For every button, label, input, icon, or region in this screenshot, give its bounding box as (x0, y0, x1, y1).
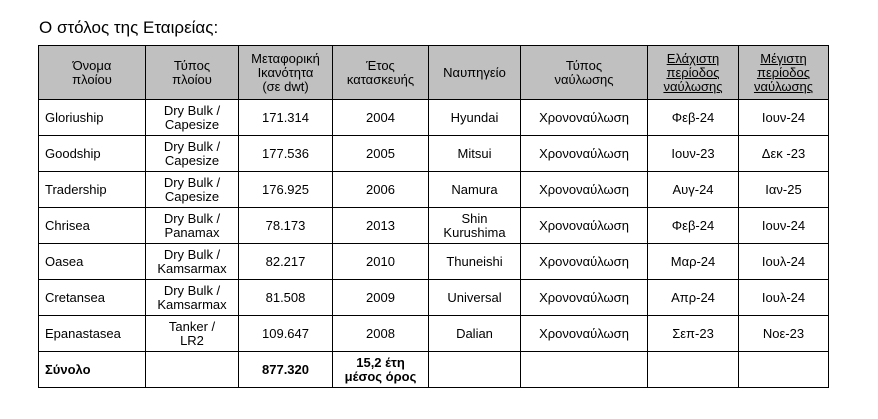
cell-build-year: 2010 (333, 244, 429, 280)
table-row (39, 316, 829, 352)
cell-build-year: 2004 (333, 100, 429, 136)
cell-min-charter: Σεπ-23 (648, 316, 739, 352)
fleet-table (38, 45, 829, 388)
cell-ship-name: Cretansea (39, 280, 146, 316)
cell-min-charter: Αυγ-24 (648, 172, 739, 208)
cell-max-charter: Νοε-23 (739, 316, 829, 352)
cell-empty (739, 352, 829, 388)
cell-capacity: 177.536 (239, 136, 333, 172)
cell-ship-name: Epanastasea (39, 316, 146, 352)
cell-max-charter: Δεκ -23 (739, 136, 829, 172)
cell-charter-type: Χρονοναύλωση (521, 280, 648, 316)
cell-ship-type: Dry Bulk / Capesize (146, 172, 239, 208)
cell-empty (429, 352, 521, 388)
cell-ship-type: Dry Bulk / Capesize (146, 100, 239, 136)
cell-empty (521, 352, 648, 388)
cell-shipyard: Namura (429, 172, 521, 208)
cell-build-year: 2013 (333, 208, 429, 244)
cell-charter-type: Χρονοναύλωση (521, 316, 648, 352)
cell-total-capacity: 877.320 (239, 352, 333, 388)
cell-ship-type: Tanker / LR2 (146, 316, 239, 352)
cell-min-charter: Φεβ-24 (648, 208, 739, 244)
cell-ship-name: Goodship (39, 136, 146, 172)
cell-shipyard: Dalian (429, 316, 521, 352)
cell-capacity: 81.508 (239, 280, 333, 316)
table-row (39, 100, 829, 136)
page-title: Ο στόλος της Εταιρείας: (39, 18, 219, 37)
table-row (39, 136, 829, 172)
cell-max-charter: Ιουλ-24 (739, 280, 829, 316)
cell-max-charter: Ιουν-24 (739, 208, 829, 244)
cell-charter-type: Χρονοναύλωση (521, 136, 648, 172)
cell-capacity: 109.647 (239, 316, 333, 352)
cell-shipyard: Mitsui (429, 136, 521, 172)
cell-ship-name: Gloriuship (39, 100, 146, 136)
cell-capacity: 176.925 (239, 172, 333, 208)
cell-ship-name: Oasea (39, 244, 146, 280)
column-header-shipyard: Ναυπηγείο (429, 46, 521, 100)
cell-capacity: 82.217 (239, 244, 333, 280)
cell-min-charter: Ιουν-23 (648, 136, 739, 172)
cell-charter-type: Χρονοναύλωση (521, 244, 648, 280)
cell-ship-type: Dry Bulk / Panamax (146, 208, 239, 244)
cell-empty (648, 352, 739, 388)
table-row (39, 172, 829, 208)
table-header-row (39, 46, 829, 100)
cell-average-age: 15,2 έτη μέσος όρος (333, 352, 429, 388)
cell-ship-type: Dry Bulk / Kamsarmax (146, 280, 239, 316)
cell-charter-type: Χρονοναύλωση (521, 100, 648, 136)
cell-max-charter: Ιουν-24 (739, 100, 829, 136)
table-row (39, 280, 829, 316)
cell-build-year: 2006 (333, 172, 429, 208)
cell-ship-type: Dry Bulk / Kamsarmax (146, 244, 239, 280)
cell-capacity: 78.173 (239, 208, 333, 244)
cell-charter-type: Χρονοναύλωση (521, 208, 648, 244)
column-header-build-year: Έτος κατασκευής (333, 46, 429, 100)
cell-shipyard: Hyundai (429, 100, 521, 136)
cell-charter-type: Χρονοναύλωση (521, 172, 648, 208)
cell-shipyard: Thuneishi (429, 244, 521, 280)
column-header-ship-name: Όνομα πλοίου (39, 46, 146, 100)
cell-build-year: 2009 (333, 280, 429, 316)
cell-ship-name: Tradership (39, 172, 146, 208)
column-header-min-charter: Ελάχιστη περίοδος ναύλωσης (648, 46, 739, 100)
cell-ship-type: Dry Bulk / Capesize (146, 136, 239, 172)
table-row (39, 244, 829, 280)
cell-min-charter: Μαρ-24 (648, 244, 739, 280)
column-header-charter-type: Τύπος ναύλωσης (521, 46, 648, 100)
table-row (39, 208, 829, 244)
cell-total-label: Σύνολο (39, 352, 146, 388)
cell-capacity: 171.314 (239, 100, 333, 136)
column-header-ship-type: Τύπος πλοίου (146, 46, 239, 100)
total-row (39, 352, 829, 388)
cell-min-charter: Απρ-24 (648, 280, 739, 316)
cell-build-year: 2005 (333, 136, 429, 172)
cell-ship-name: Chrisea (39, 208, 146, 244)
cell-shipyard: Universal (429, 280, 521, 316)
cell-empty (146, 352, 239, 388)
cell-max-charter: Ιουλ-24 (739, 244, 829, 280)
cell-build-year: 2008 (333, 316, 429, 352)
cell-min-charter: Φεβ-24 (648, 100, 739, 136)
column-header-max-charter: Μέγιστη περίοδος ναύλωσης (739, 46, 829, 100)
column-header-capacity: Μεταφορική Ικανότητα (σε dwt) (239, 46, 333, 100)
cell-max-charter: Ιαν-25 (739, 172, 829, 208)
cell-shipyard: Shin Kurushima (429, 208, 521, 244)
